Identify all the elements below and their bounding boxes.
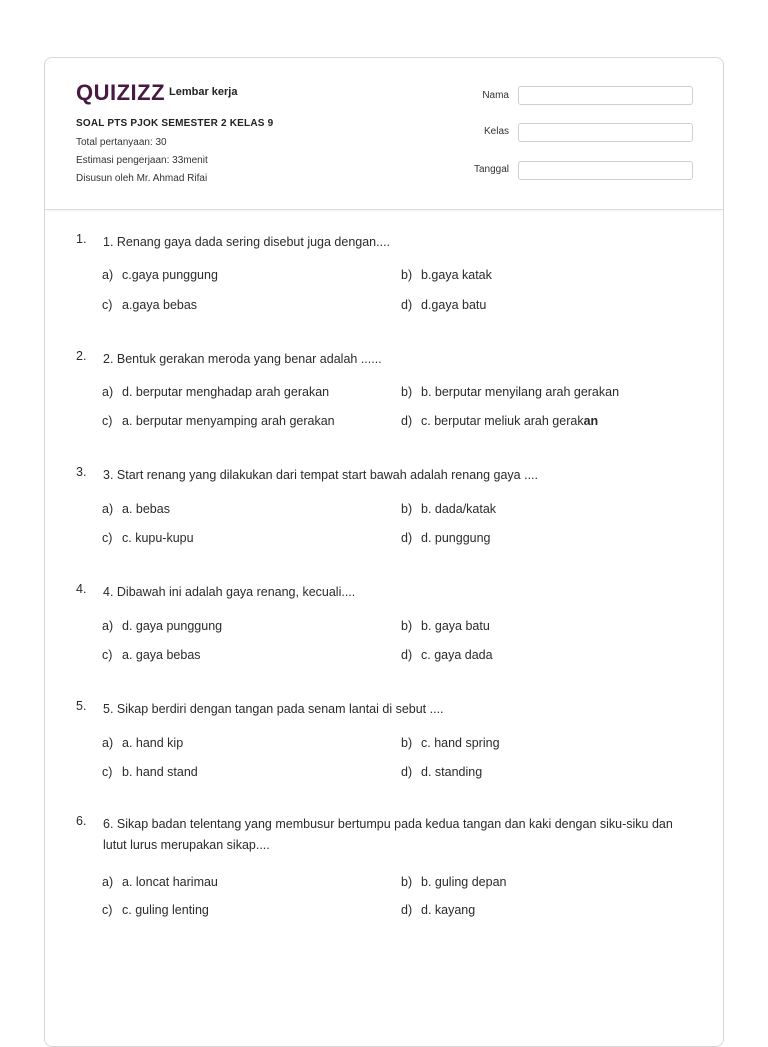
option-b[interactable] (401, 736, 500, 750)
option-c[interactable] (102, 903, 209, 917)
option-c[interactable] (102, 414, 335, 428)
date-field[interactable] (518, 161, 693, 180)
option-text: d.gaya batu (421, 298, 487, 312)
option-letter: a) (102, 268, 114, 282)
option-text: d. punggung (421, 531, 491, 545)
option-letter: d) (401, 765, 413, 779)
option-b[interactable] (401, 619, 490, 633)
option-letter: a) (102, 619, 114, 633)
option-letter: d) (401, 531, 413, 545)
option-b[interactable] (401, 502, 496, 516)
option-letter: c) (102, 414, 113, 428)
option-text: d. kayang (421, 903, 476, 917)
worksheet (44, 57, 724, 1047)
option-d[interactable] (401, 414, 598, 428)
option-c[interactable] (102, 298, 197, 312)
option-b[interactable] (401, 385, 619, 399)
option-letter: b) (401, 619, 413, 633)
question-text: 4. Dibawah ini adalah gaya renang, kecuali.... (103, 585, 356, 599)
option-text: a. gaya bebas (122, 648, 201, 662)
option-a[interactable] (102, 502, 170, 516)
option-text: a.gaya bebas (122, 298, 198, 312)
option-letter: b) (401, 268, 413, 282)
question-number: 1. (76, 232, 87, 246)
question-text: 2. Bentuk gerakan meroda yang benar adalah ...... (103, 352, 382, 366)
date-label: Tanggal (473, 164, 509, 175)
question-number: 4. (76, 582, 87, 596)
option-letter: c) (102, 298, 113, 312)
author: Disusun oleh Mr. Ahmad Rifai (76, 173, 208, 184)
option-letter: c) (102, 765, 113, 779)
option-text: d. standing (421, 765, 483, 779)
total-questions: Total pertanyaan: 30 (76, 137, 167, 148)
option-letter: a) (102, 502, 114, 516)
worksheet-type-label: Lembar kerja (169, 86, 238, 98)
option-text: c. gaya dada (421, 648, 493, 662)
option-text: b. dada/katak (421, 502, 497, 516)
option-d[interactable] (401, 903, 475, 917)
question-text: 1. Renang gaya dada sering disebut juga dengan.... (103, 235, 391, 249)
estimated-time: Estimasi pengerjaan: 33menit (76, 155, 208, 166)
option-text: b. gaya batu (421, 619, 490, 633)
option-d[interactable] (401, 765, 482, 779)
option-letter: b) (401, 736, 413, 750)
option-a[interactable] (102, 385, 329, 399)
question-text: 6. Sikap badan telentang yang membusur bertumpu pada kedua tangan dan kaki dengan siku-siku dan lutut lurus merupakan sikap.... (103, 817, 673, 852)
option-text: c. hand spring (421, 736, 500, 750)
option-letter: d) (401, 414, 413, 428)
option-text: c. berputar meliuk arah gerak (421, 414, 584, 428)
option-text: b.gaya katak (421, 268, 492, 282)
option-a[interactable] (102, 875, 218, 889)
option-letter: d) (401, 648, 413, 662)
option-text: c. kupu-kupu (122, 531, 194, 545)
option-b[interactable] (401, 875, 507, 889)
option-text: d. gaya punggung (122, 619, 223, 633)
option-text: c. guling lenting (122, 903, 209, 917)
option-c[interactable] (102, 531, 194, 545)
option-text: c.gaya punggung (122, 268, 218, 282)
worksheet-title: SOAL PTS PJOK SEMESTER 2 KELAS 9 (76, 118, 274, 129)
worksheet-header (45, 58, 723, 210)
class-label: Kelas (483, 126, 509, 137)
question-number: 6. (76, 814, 87, 828)
quizizz-logo: QUIZIZZ (76, 80, 166, 105)
option-d[interactable] (401, 531, 491, 545)
option-a[interactable] (102, 619, 222, 633)
option-text: a. bebas (122, 502, 170, 516)
option-letter: a) (102, 385, 114, 399)
option-text: b. guling depan (421, 875, 507, 889)
question-number: 5. (76, 699, 87, 713)
option-letter: b) (401, 385, 413, 399)
class-field[interactable] (518, 123, 693, 142)
option-letter: c) (102, 531, 113, 545)
option-letter: a) (102, 736, 114, 750)
name-label: Nama (482, 90, 509, 101)
option-letter: a) (102, 875, 114, 889)
option-a[interactable] (102, 268, 218, 282)
option-letter: c) (102, 648, 113, 662)
option-a[interactable] (102, 736, 183, 750)
option-d[interactable] (401, 298, 486, 312)
option-letter: d) (401, 298, 413, 312)
option-text: a. loncat harimau (122, 875, 218, 889)
option-letter: b) (401, 875, 413, 889)
option-d[interactable] (401, 648, 493, 662)
name-field[interactable] (518, 86, 693, 105)
option-letter: b) (401, 502, 413, 516)
option-c[interactable] (102, 648, 201, 662)
question-number: 2. (76, 349, 87, 363)
option-text: a. berputar menyamping arah gerakan (122, 414, 335, 428)
option-b[interactable] (401, 268, 492, 282)
option-text: d. berputar menghadap arah gerakan (122, 385, 330, 399)
option-c[interactable] (102, 765, 198, 779)
option-text: b. berputar menyilang arah gerakan (421, 385, 620, 399)
option-text: b. hand stand (122, 765, 198, 779)
option-text: a. hand kip (122, 736, 184, 750)
question-text: 3. Start renang yang dilakukan dari tempat start bawah adalah renang gaya .... (103, 468, 538, 482)
question-text: 5. Sikap berdiri dengan tangan pada senam lantai di sebut .... (103, 702, 444, 716)
option-letter: d) (401, 903, 413, 917)
question-number: 3. (76, 465, 87, 479)
option-letter: c) (102, 903, 113, 917)
option-text-bold-suffix: an (583, 414, 599, 428)
